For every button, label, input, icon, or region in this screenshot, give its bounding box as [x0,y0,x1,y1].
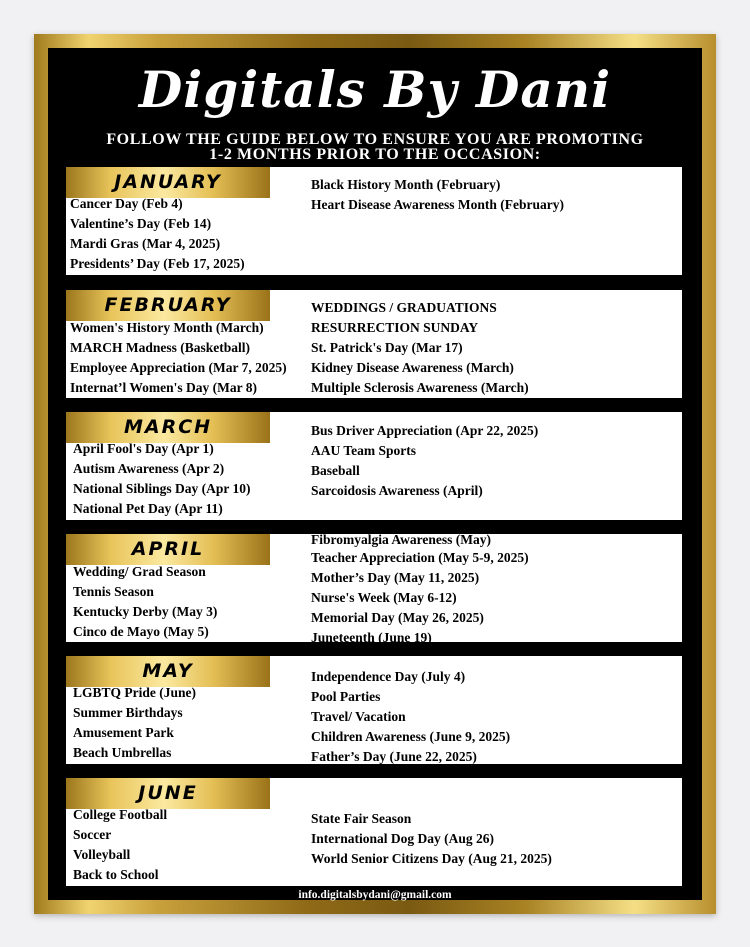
list-item: Baseball [311,463,360,478]
list-item: Employee Appreciation (Mar 7, 2025) [70,360,287,375]
list-item: Volleyball [73,847,131,862]
right-list [311,548,529,648]
list-item: Black History Month (February) [311,177,501,192]
month-label: MARCH [66,412,270,443]
list-item: Juneteenth (June 19) [311,630,432,645]
month-section-may [66,656,682,764]
month-section-june [66,778,682,886]
list-item: Multiple Sclerosis Awareness (March) [311,380,529,395]
list-item: Summer Birthdays [73,705,183,720]
list-item: Heart Disease Awareness Month (February) [311,197,564,212]
list-item: Memorial Day (May 26, 2025) [311,610,484,625]
list-item: Teacher Appreciation (May 5-9, 2025) [311,550,529,565]
month-label: APRIL [66,534,270,565]
brand-title: Digitals By Dani [138,60,612,119]
list-item: Cinco de Mayo (May 5) [73,624,209,639]
list-item: Father’s Day (June 22, 2025) [311,749,477,764]
list-item: Mother’s Day (May 11, 2025) [311,570,480,585]
right-list [311,809,552,869]
list-item: Wedding/ Grad Season [73,564,206,579]
list-item: Soccer [73,827,112,842]
right-list [311,298,529,398]
list-item: St. Patrick's Day (Mar 17) [311,340,463,355]
list-item: April Fool's Day (Apr 1) [73,441,214,456]
month-label: JANUARY [66,167,270,198]
left-list [73,805,167,885]
subtitle-line-1: FOLLOW THE GUIDE BELOW TO ENSURE YOU ARE PROMOTING [106,131,644,148]
list-item: AAU Team Sports [311,443,417,458]
list-item: RESURRECTION SUNDAY [311,320,479,335]
left-list [73,439,251,519]
list-item: Sarcoidosis Awareness (April) [311,483,483,498]
list-item: Pool Parties [311,689,381,704]
left-list [73,562,217,642]
list-item: Autism Awareness (Apr 2) [73,461,225,476]
right-list [311,175,564,215]
right-list-top [311,530,491,550]
list-item: Nurse's Week (May 6-12) [311,590,457,605]
list-item: Travel/ Vacation [311,709,406,724]
list-item: Independence Day (July 4) [311,669,466,684]
right-list [311,421,538,501]
month-label: JUNE [66,778,270,809]
subtitle [48,132,702,162]
subtitle-line-2: 1-2 MONTHS PRIOR TO THE OCCASION: [209,146,541,163]
list-item: LGBTQ Pride (June) [73,685,197,700]
month-section-january [66,167,682,275]
list-item: National Pet Day (Apr 11) [73,501,223,516]
list-item: Back to School [73,867,159,882]
list-item: Internat’l Women's Day (Mar 8) [70,380,257,395]
list-item: Bus Driver Appreciation (Apr 22, 2025) [311,423,539,438]
list-item: Amusement Park [73,725,174,740]
contact-email[interactable]: info.digitalsbydani@gmail.com [298,889,452,901]
list-item: State Fair Season [311,811,412,826]
list-item: College Football [73,807,168,822]
left-list [70,318,287,398]
list-item: Beach Umbrellas [73,745,172,760]
list-item: Women's History Month (March) [70,320,264,335]
list-item: WEDDINGS / GRADUATIONS [311,300,497,315]
list-item: Presidents’ Day (Feb 17, 2025) [70,256,245,271]
list-item: Children Awareness (June 9, 2025) [311,729,511,744]
month-label: FEBRUARY [66,290,270,321]
list-item: Kentucky Derby (May 3) [73,604,218,619]
list-item: International Dog Day (Aug 26) [311,831,495,846]
list-item: Tennis Season [73,584,154,599]
right-list [311,667,510,767]
left-list [73,683,196,763]
list-item: MARCH Madness (Basketball) [70,340,251,355]
month-section-february [66,290,682,398]
month-label: MAY [66,656,270,687]
list-item: Fibromyalgia Awareness (May) [311,532,491,547]
month-section-april [66,532,682,645]
list-item: Valentine’s Day (Feb 14) [70,216,212,231]
month-section-march [66,412,682,520]
list-item: National Siblings Day (Apr 10) [73,481,251,496]
left-list [70,194,245,274]
list-item: Kidney Disease Awareness (March) [311,360,514,375]
list-item: Cancer Day (Feb 4) [70,196,183,211]
list-item: World Senior Citizens Day (Aug 21, 2025) [311,851,552,866]
list-item: Mardi Gras (Mar 4, 2025) [70,236,221,251]
